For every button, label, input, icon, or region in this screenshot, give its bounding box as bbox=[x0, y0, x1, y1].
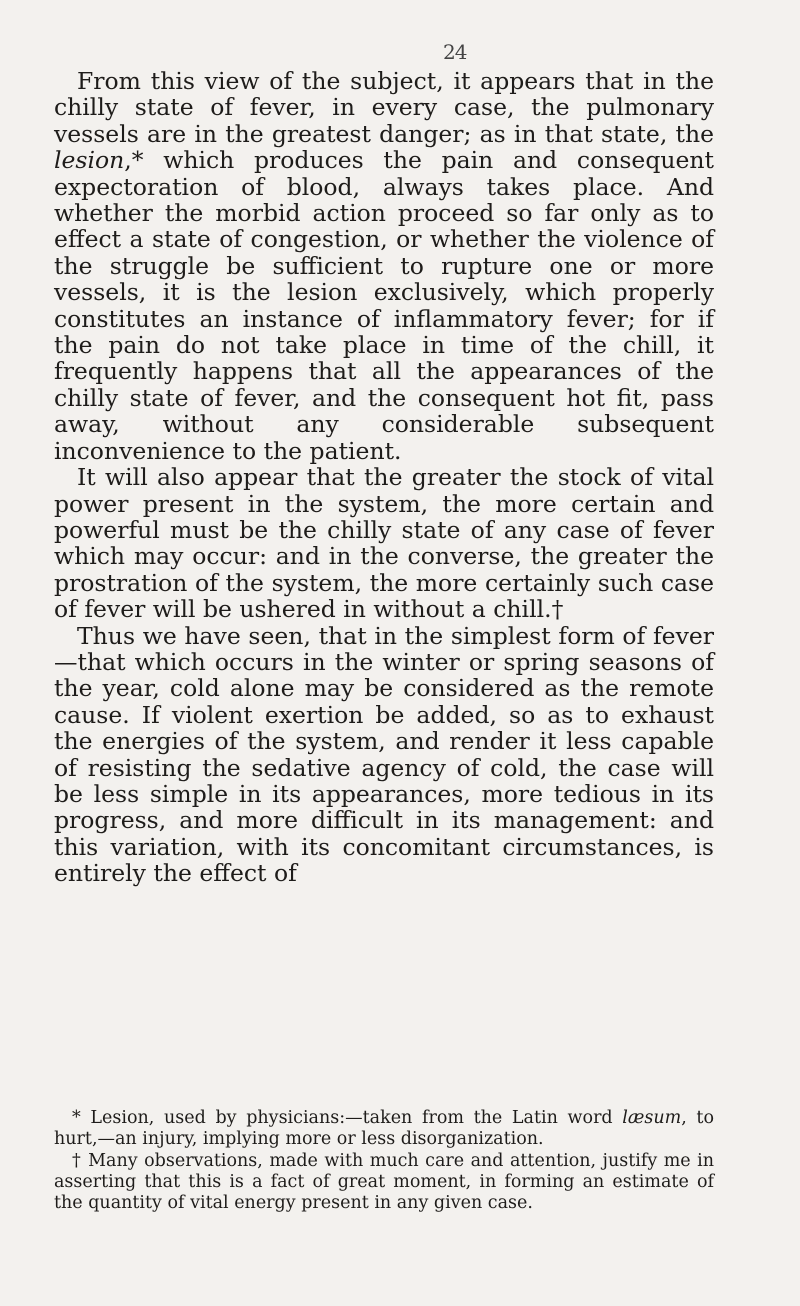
italic-term: lesion bbox=[54, 146, 125, 175]
text-span: , to hurt,—an injury, implying more or less disorganization. bbox=[54, 1108, 714, 1150]
paragraph: It will also appear that the greater the stock of vital power present in the system, the more certain and powerful must be the chilly state of any case of fever which may occur: and in the converse, the greater the prostration of the system, the more certainly such case of fever will be ushered in without a chill.† bbox=[54, 463, 714, 624]
body-text bbox=[54, 68, 714, 887]
paragraph: Thus we have seen, that in the simplest form of fever—that which occurs in the winter or spring seasons of the year, cold alone may be considered as the remote cause. If violent exertion be added, so as to exhaust the energies of the system, and render it less capable of resisting the sedative agency of cold, the case will be less simple in its appearances, more tedious in its progress, and more difficult in its management: and this variation, with its concomitant circumstances, is entirely the effect of bbox=[54, 621, 714, 888]
text-span: * Lesion, used by physicians:—taken from the Latin word bbox=[72, 1108, 623, 1128]
text-span: From this view of the subject, it appears that in the chilly state of fever, in every case, the pulmonary vessels are in the greatest danger; as in that state, the bbox=[54, 67, 714, 148]
footnotes bbox=[54, 1108, 714, 1214]
paragraph bbox=[54, 68, 714, 464]
text-span: ,* which produces the pain and consequent expectoration of blood, always takes place. And whether the morbid action proceed so far only as to effect a state of congestion, or whether the violence of the struggle be sufficient to rupture one or more vessels, it is the lesion exclusively, which properly constitutes an instance of inflammatory fever; for if the pain do not take place in time of the chill, it frequently happens that all the appearances of the chilly state of fever, and the consequent hot fit, pass away, without any considerable subsequent inconvenience to the patient. bbox=[54, 146, 714, 465]
footnote bbox=[54, 1108, 714, 1151]
italic-term: læsum bbox=[622, 1108, 682, 1128]
page-number: 24 bbox=[443, 40, 467, 64]
footnote: † Many observations, made with much care and attention, justify me in asserting that this is a fact of great moment, in forming an estimate of the quantity of vital energy present in any given case. bbox=[54, 1150, 714, 1214]
